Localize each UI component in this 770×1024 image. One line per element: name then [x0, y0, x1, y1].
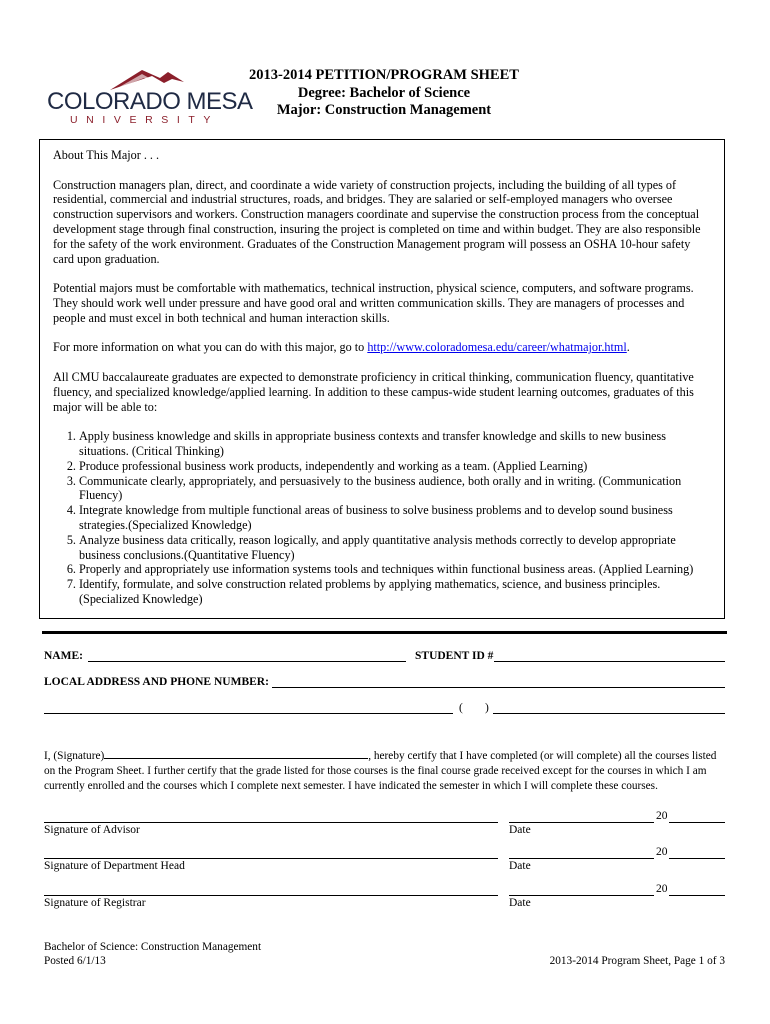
- advisor-year-prefix: 20: [656, 810, 668, 822]
- cert-prefix: I, (Signature): [44, 750, 105, 762]
- advisor-signature-field[interactable]: [44, 822, 498, 823]
- address-field-line-2[interactable]: [44, 713, 453, 714]
- cert-signature-field[interactable]: [104, 748, 368, 759]
- department-head-year-field[interactable]: [669, 858, 725, 859]
- title-line-2: Degree: Bachelor of Science: [297, 84, 471, 101]
- section-divider: [42, 631, 727, 634]
- name-field[interactable]: [88, 661, 406, 662]
- advisor-year-field[interactable]: [669, 822, 725, 823]
- student-id-label: STUDENT ID #: [415, 650, 494, 662]
- more-info-text: For more information on what you can do with this major, go to: [53, 340, 368, 355]
- address-label: LOCAL ADDRESS AND PHONE NUMBER:: [44, 676, 269, 688]
- outcome-item: 7. Identify, formulate, and solve construction related problems by applying mathematics, science, and business principles. (Specialized Knowledge): [79, 577, 711, 607]
- about-heading: About This Major . . .: [53, 148, 160, 162]
- footer-left: [44, 940, 261, 968]
- career-link[interactable]: http://www.coloradomesa.edu/career/whatmajor.html: [367, 340, 627, 355]
- name-label: NAME:: [44, 650, 83, 662]
- student-id-field[interactable]: [494, 661, 725, 662]
- department-head-year-prefix: 20: [656, 846, 668, 858]
- about-paragraph-1: Construction managers plan, direct, and coordinate a wide variety of construction projects, including the building of all types of residential, commercial and industrial structures, roads, and bridges. They are salaried or self-employed managers who oversee construction supervisors and workers. Construction managers coordinate and supervise the construction process from the conceptual development stage through final construction, insuring the project is completed on time and within budget. They are also responsible for the safety of the work environment. Graduates of the Construction Management program will possess an OSHA 10-hour safety card upon graduation.: [53, 177, 701, 266]
- footer-posted-date: Posted 6/1/13: [44, 955, 106, 967]
- title-line-3: Major: Construction Management: [276, 102, 492, 118]
- outcome-item: 3. Communicate clearly, appropriately, and persuasively to the business audience, both orally and in writing. (Communication Fluency): [79, 474, 711, 504]
- title-line-1: 2013-2014 PETITION/PROGRAM SHEET: [249, 67, 519, 83]
- about-paragraph-4: All CMU baccalaureate graduates are expected to demonstrate proficiency in critical thinking, communication fluency, quantitative fluency, and specialized knowledge/applied learning. In addition to these campus-wide student learning outcomes, graduates of this major will be able to:: [53, 369, 694, 414]
- about-paragraph-2: Potential majors must be comfortable with mathematics, technical instruction, physical science, computers, and software programs. They should work well under pressure and have good oral and written communication skills. They are managers of processes and people and must excel in both technical and human interaction skills.: [53, 281, 694, 325]
- phone-close-paren: ): [485, 702, 489, 714]
- learning-outcomes-list: [53, 429, 711, 607]
- footer-degree: Bachelor of Science: Construction Management: [44, 941, 262, 953]
- address-field[interactable]: [272, 687, 725, 688]
- phone-open-paren: (: [459, 702, 463, 714]
- department-head-date-field[interactable]: [509, 858, 654, 859]
- registrar-date-label: Date: [509, 897, 531, 909]
- outcome-item: 6. Properly and appropriately use information systems tools and techniques within functional business areas. (Applied Learning): [79, 562, 711, 577]
- outcome-item: 2. Produce professional business work products, independently and working as a team. (Applied Learning): [79, 459, 711, 474]
- about-paragraph-3: [53, 340, 711, 355]
- outcome-item: 1. Apply business knowledge and skills in appropriate business contexts and transfer knowledge and skills to new business situations. (Critical Thinking): [79, 429, 711, 459]
- registrar-date-field[interactable]: [509, 895, 654, 896]
- page-title: [234, 67, 534, 120]
- advisor-signature-label: Signature of Advisor: [44, 824, 140, 836]
- registrar-signature-field[interactable]: [44, 895, 498, 896]
- registrar-year-field[interactable]: [669, 895, 725, 896]
- footer-page-number: 2013-2014 Program Sheet, Page 1 of 3: [549, 955, 725, 967]
- department-head-date-label: Date: [509, 860, 531, 872]
- cert-text: , hereby certify that I have completed (or will complete) all the courses listed on the Program Sheet. I further certify that the grade listed for those courses is the final course grade received except for the courses in which I am currently enrolled and the courses which I complete next semester. I have indicated the semester in which I will complete these courses.: [44, 750, 717, 792]
- logo-subtitle: UNIVERSITY: [70, 114, 220, 126]
- advisor-date-field[interactable]: [509, 822, 654, 823]
- advisor-date-label: Date: [509, 824, 531, 836]
- department-head-signature-label: Signature of Department Head: [44, 860, 185, 872]
- certification-statement: [44, 748, 728, 794]
- about-major-box: [39, 139, 725, 619]
- registrar-signature-label: Signature of Registrar: [44, 897, 146, 909]
- registrar-year-prefix: 20: [656, 883, 668, 895]
- outcome-item: 4. Integrate knowledge from multiple functional areas of business to solve business problems and to develop sound business strategies.(Specialized Knowledge): [79, 503, 711, 533]
- logo-wordmark: COLORADO MESA: [47, 88, 253, 115]
- more-info-suffix: .: [626, 340, 630, 355]
- department-head-signature-field[interactable]: [44, 858, 498, 859]
- phone-field[interactable]: [493, 713, 725, 714]
- outcome-item: 5. Analyze business data critically, reason logically, and apply quantitative analysis methods correctly to develop appropriate business conclusions.(Quantitative Fluency): [79, 533, 711, 563]
